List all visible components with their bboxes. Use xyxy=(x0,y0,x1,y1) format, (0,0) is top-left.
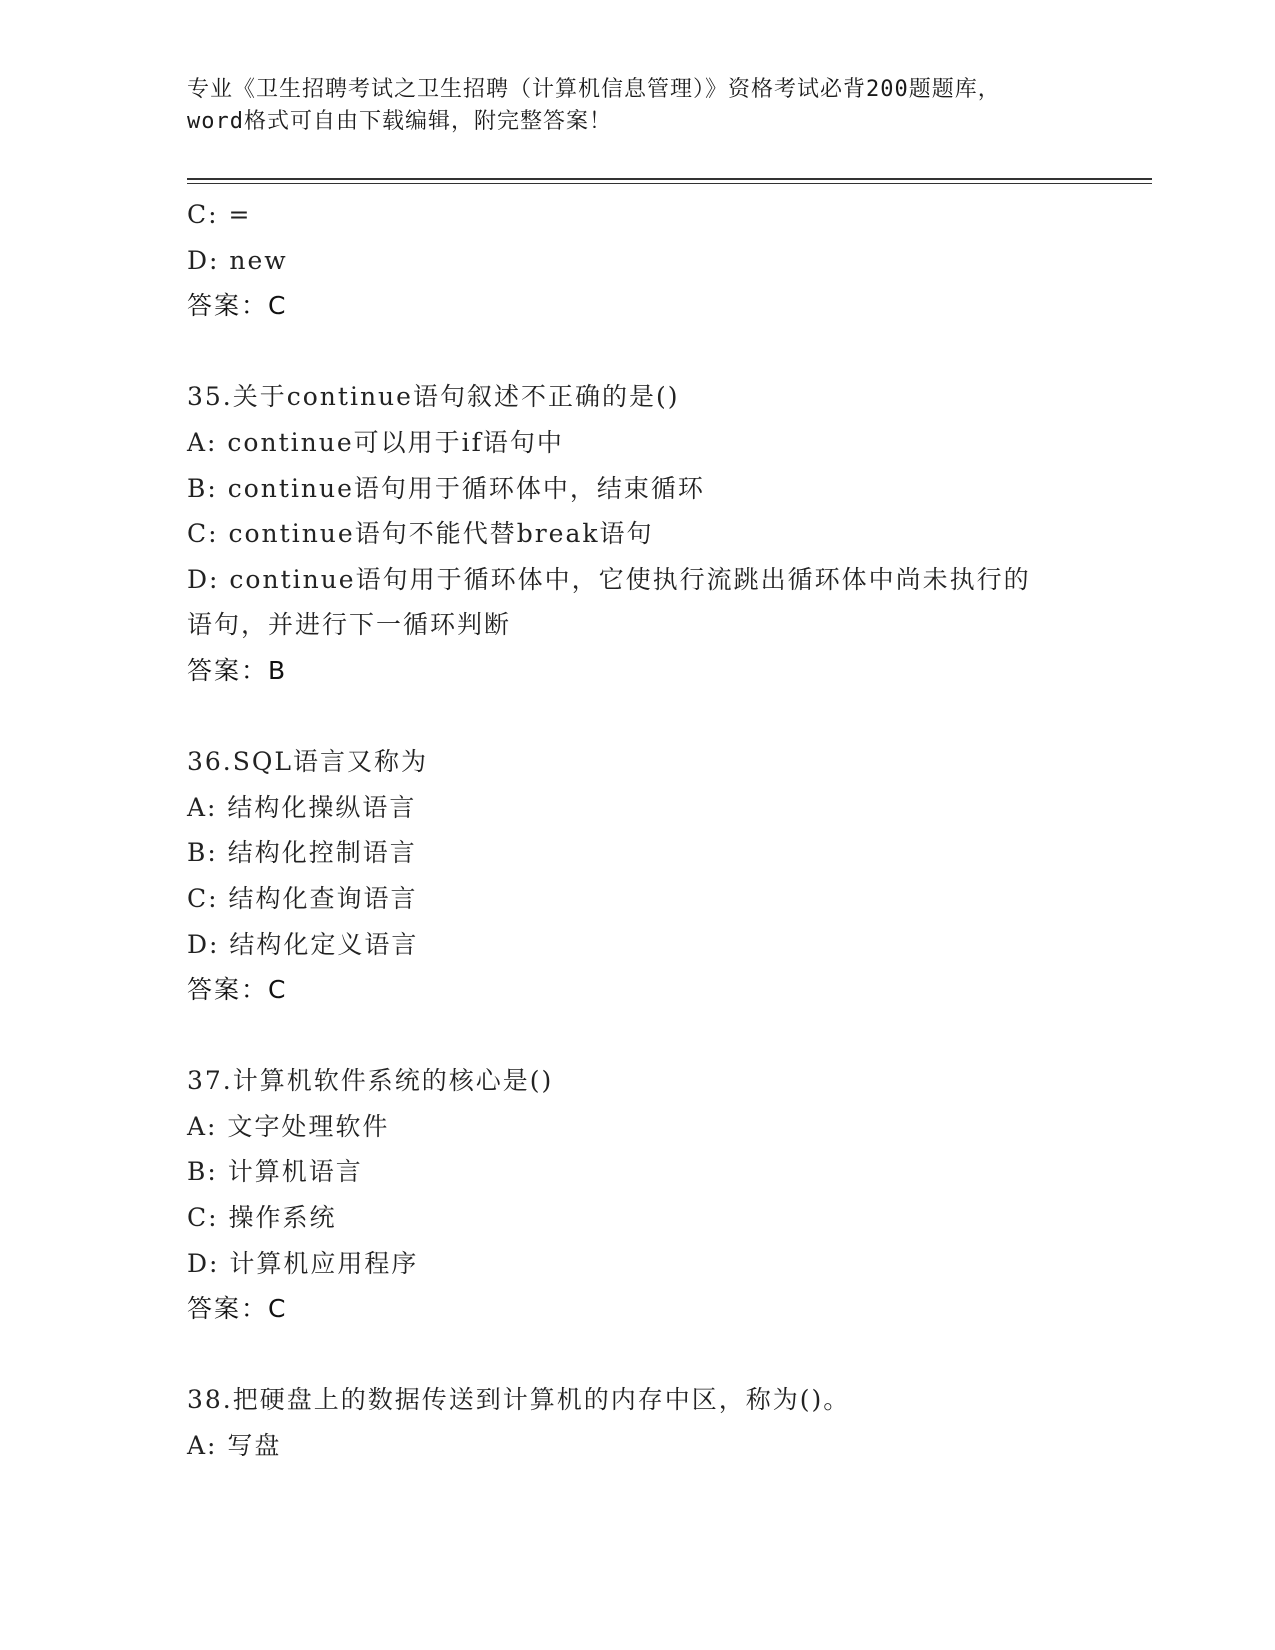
question-stem: 38.把硬盘上的数据传送到计算机的内存中区，称为()。 xyxy=(187,1385,851,1415)
header-line-1: 专业《卫生招聘考试之卫生招聘（计算机信息管理）》资格考试必背200题题库， xyxy=(187,77,1001,102)
option-a: A: 写盘 xyxy=(187,1431,282,1461)
option-a: A: 结构化操纵语言 xyxy=(187,792,417,822)
spacer xyxy=(187,1013,1087,1059)
option-c: C: continue语句不能代替break语句 xyxy=(187,519,654,549)
header-divider-thick xyxy=(187,178,1152,180)
question-stem: 35.关于continue语句叙述不正确的是() xyxy=(187,382,680,412)
header-line-2: word格式可自由下载编辑，附完整答案！ xyxy=(187,109,612,134)
option-b: B: 结构化控制语言 xyxy=(187,838,417,868)
prev-answer: 答案：C xyxy=(187,291,288,321)
option-d: D: continue语句用于循环体中，它使执行流跳出循环体中尚未执行的 xyxy=(187,564,1031,594)
option-b: B: continue语句用于循环体中，结束循环 xyxy=(187,473,705,503)
option-c: C: 结构化查询语言 xyxy=(187,883,418,913)
option-b: B: 计算机语言 xyxy=(187,1157,363,1187)
prev-option-d: D: new xyxy=(187,245,288,275)
question-stem: 37.计算机软件系统的核心是() xyxy=(187,1066,554,1096)
option-d: D: 计算机应用程序 xyxy=(187,1248,419,1278)
option-d: D: 结构化定义语言 xyxy=(187,929,419,959)
spacer xyxy=(187,1332,1087,1378)
spacer xyxy=(187,694,1087,740)
document-header xyxy=(187,74,1087,138)
option-a: A: 文字处理软件 xyxy=(187,1111,390,1141)
option-a: A: continue可以用于if语句中 xyxy=(187,427,564,457)
answer: 答案：C xyxy=(187,975,288,1005)
question-content xyxy=(187,192,1087,1469)
question-stem: 36.SQL语言又称为 xyxy=(187,747,428,777)
answer: 答案：B xyxy=(187,655,288,685)
answer: 答案：C xyxy=(187,1294,288,1324)
header-divider-thin xyxy=(187,183,1152,184)
spacer xyxy=(187,329,1087,375)
option-d-continued: 语句，并进行下一循环判断 xyxy=(187,610,512,640)
option-c: C: 操作系统 xyxy=(187,1203,337,1233)
prev-option-c: C: = xyxy=(187,200,252,229)
